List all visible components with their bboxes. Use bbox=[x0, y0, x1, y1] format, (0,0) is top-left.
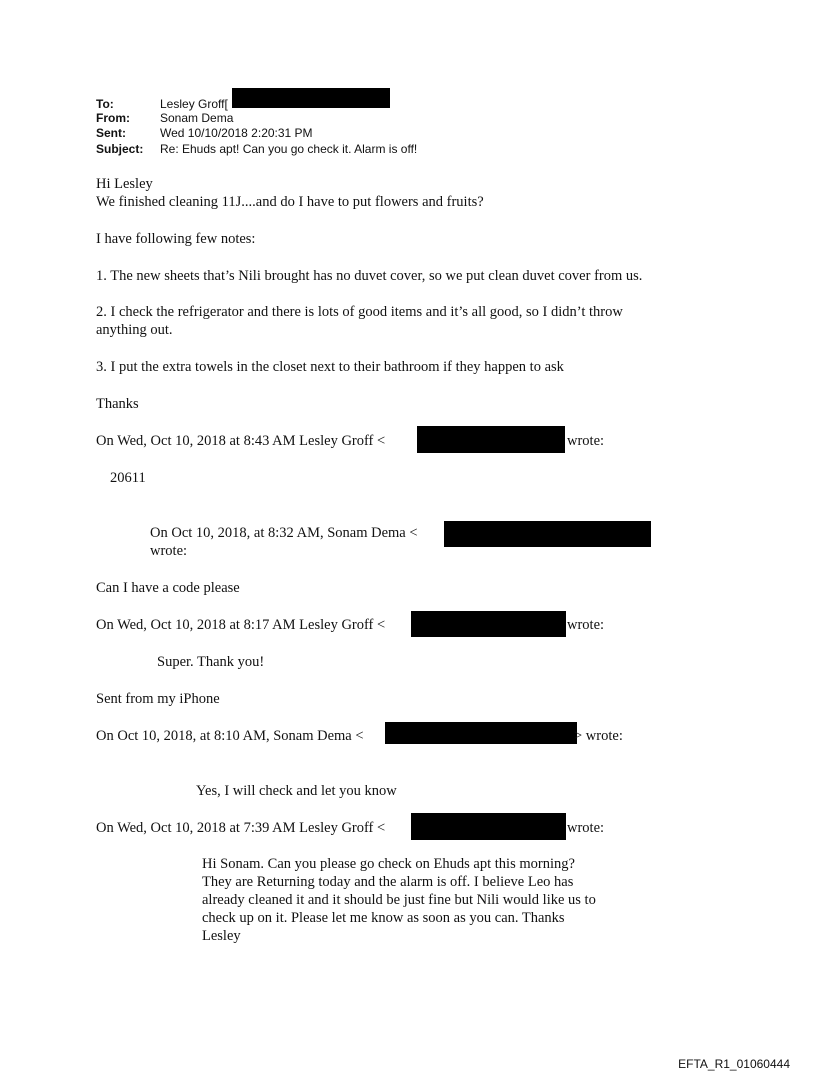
message-text: Can I have a code please bbox=[96, 580, 240, 596]
message-line: Lesley bbox=[202, 928, 241, 944]
quote-attribution: On Wed, Oct 10, 2018 at 7:39 AM Lesley Groff < bbox=[96, 820, 386, 836]
from-label: From: bbox=[96, 111, 130, 125]
body-line: We finished cleaning 11J....and do I have to put flowers and fruits? bbox=[96, 194, 484, 210]
quote-attribution: On Wed, Oct 10, 2018 at 8:17 AM Lesley Groff < bbox=[96, 617, 386, 633]
header-from bbox=[96, 111, 233, 125]
message-line: already cleaned it and it should be just fine but Nili would like us to bbox=[202, 892, 596, 908]
wrote-label: > wrote: bbox=[574, 728, 623, 744]
header-subject bbox=[96, 142, 417, 156]
redaction-block bbox=[411, 813, 566, 840]
message-text: Yes, I will check and let you know bbox=[196, 783, 397, 799]
signature-text: Sent from my iPhone bbox=[96, 691, 220, 707]
quote-attribution: On Oct 10, 2018, at 8:10 AM, Sonam Dema < bbox=[96, 728, 364, 744]
redaction-block bbox=[232, 88, 390, 108]
subject-value: Re: Ehuds apt! Can you go check it. Alarm is off! bbox=[160, 142, 418, 156]
subject-label: Subject: bbox=[96, 142, 144, 156]
header-sent bbox=[96, 126, 313, 140]
quote-attribution: On Oct 10, 2018, at 8:32 AM, Sonam Dema < bbox=[150, 525, 418, 541]
wrote-label: wrote: bbox=[567, 820, 605, 836]
redaction-block bbox=[444, 521, 651, 547]
sent-label: Sent: bbox=[96, 126, 126, 140]
to-value: Lesley Groff[ bbox=[160, 97, 228, 111]
message-line: Hi Sonam. Can you please go check on Ehuds apt this morning? bbox=[202, 856, 575, 872]
redaction-block bbox=[417, 426, 565, 453]
header-to bbox=[96, 97, 228, 111]
wrote-label: wrote: bbox=[150, 543, 188, 559]
message-line: They are Returning today and the alarm is off. I believe Leo has bbox=[202, 874, 574, 890]
note-item: 1. The new sheets that’s Nili brought has no duvet cover, so we put clean duvet cover from us. bbox=[96, 268, 643, 284]
quote-attribution: On Wed, Oct 10, 2018 at 8:43 AM Lesley Groff < bbox=[96, 433, 386, 449]
redaction-block bbox=[385, 722, 577, 744]
note-item: 2. I check the refrigerator and there is lots of good items and it’s all good, so I didn’t throw bbox=[96, 304, 623, 320]
from-value: Sonam Dema bbox=[160, 111, 234, 125]
to-label: To: bbox=[96, 97, 114, 111]
redaction-block bbox=[411, 611, 566, 637]
notes-intro: I have following few notes: bbox=[96, 231, 256, 247]
document-id: EFTA_R1_01060444 bbox=[678, 1057, 790, 1071]
thanks-text: Thanks bbox=[96, 396, 139, 412]
note-item: 3. I put the extra towels in the closet next to their bathroom if they happen to ask bbox=[96, 359, 564, 375]
wrote-label: wrote: bbox=[567, 617, 605, 633]
wrote-label: wrote: bbox=[567, 433, 605, 449]
sent-value: Wed 10/10/2018 2:20:31 PM bbox=[160, 126, 313, 140]
note-item-continued: anything out. bbox=[96, 322, 173, 338]
code-text: 20611 bbox=[110, 470, 146, 486]
message-line: check up on it. Please let me know as soon as you can. Thanks bbox=[202, 910, 565, 926]
message-text: Super. Thank you! bbox=[157, 654, 265, 670]
greeting: Hi Lesley bbox=[96, 176, 153, 192]
